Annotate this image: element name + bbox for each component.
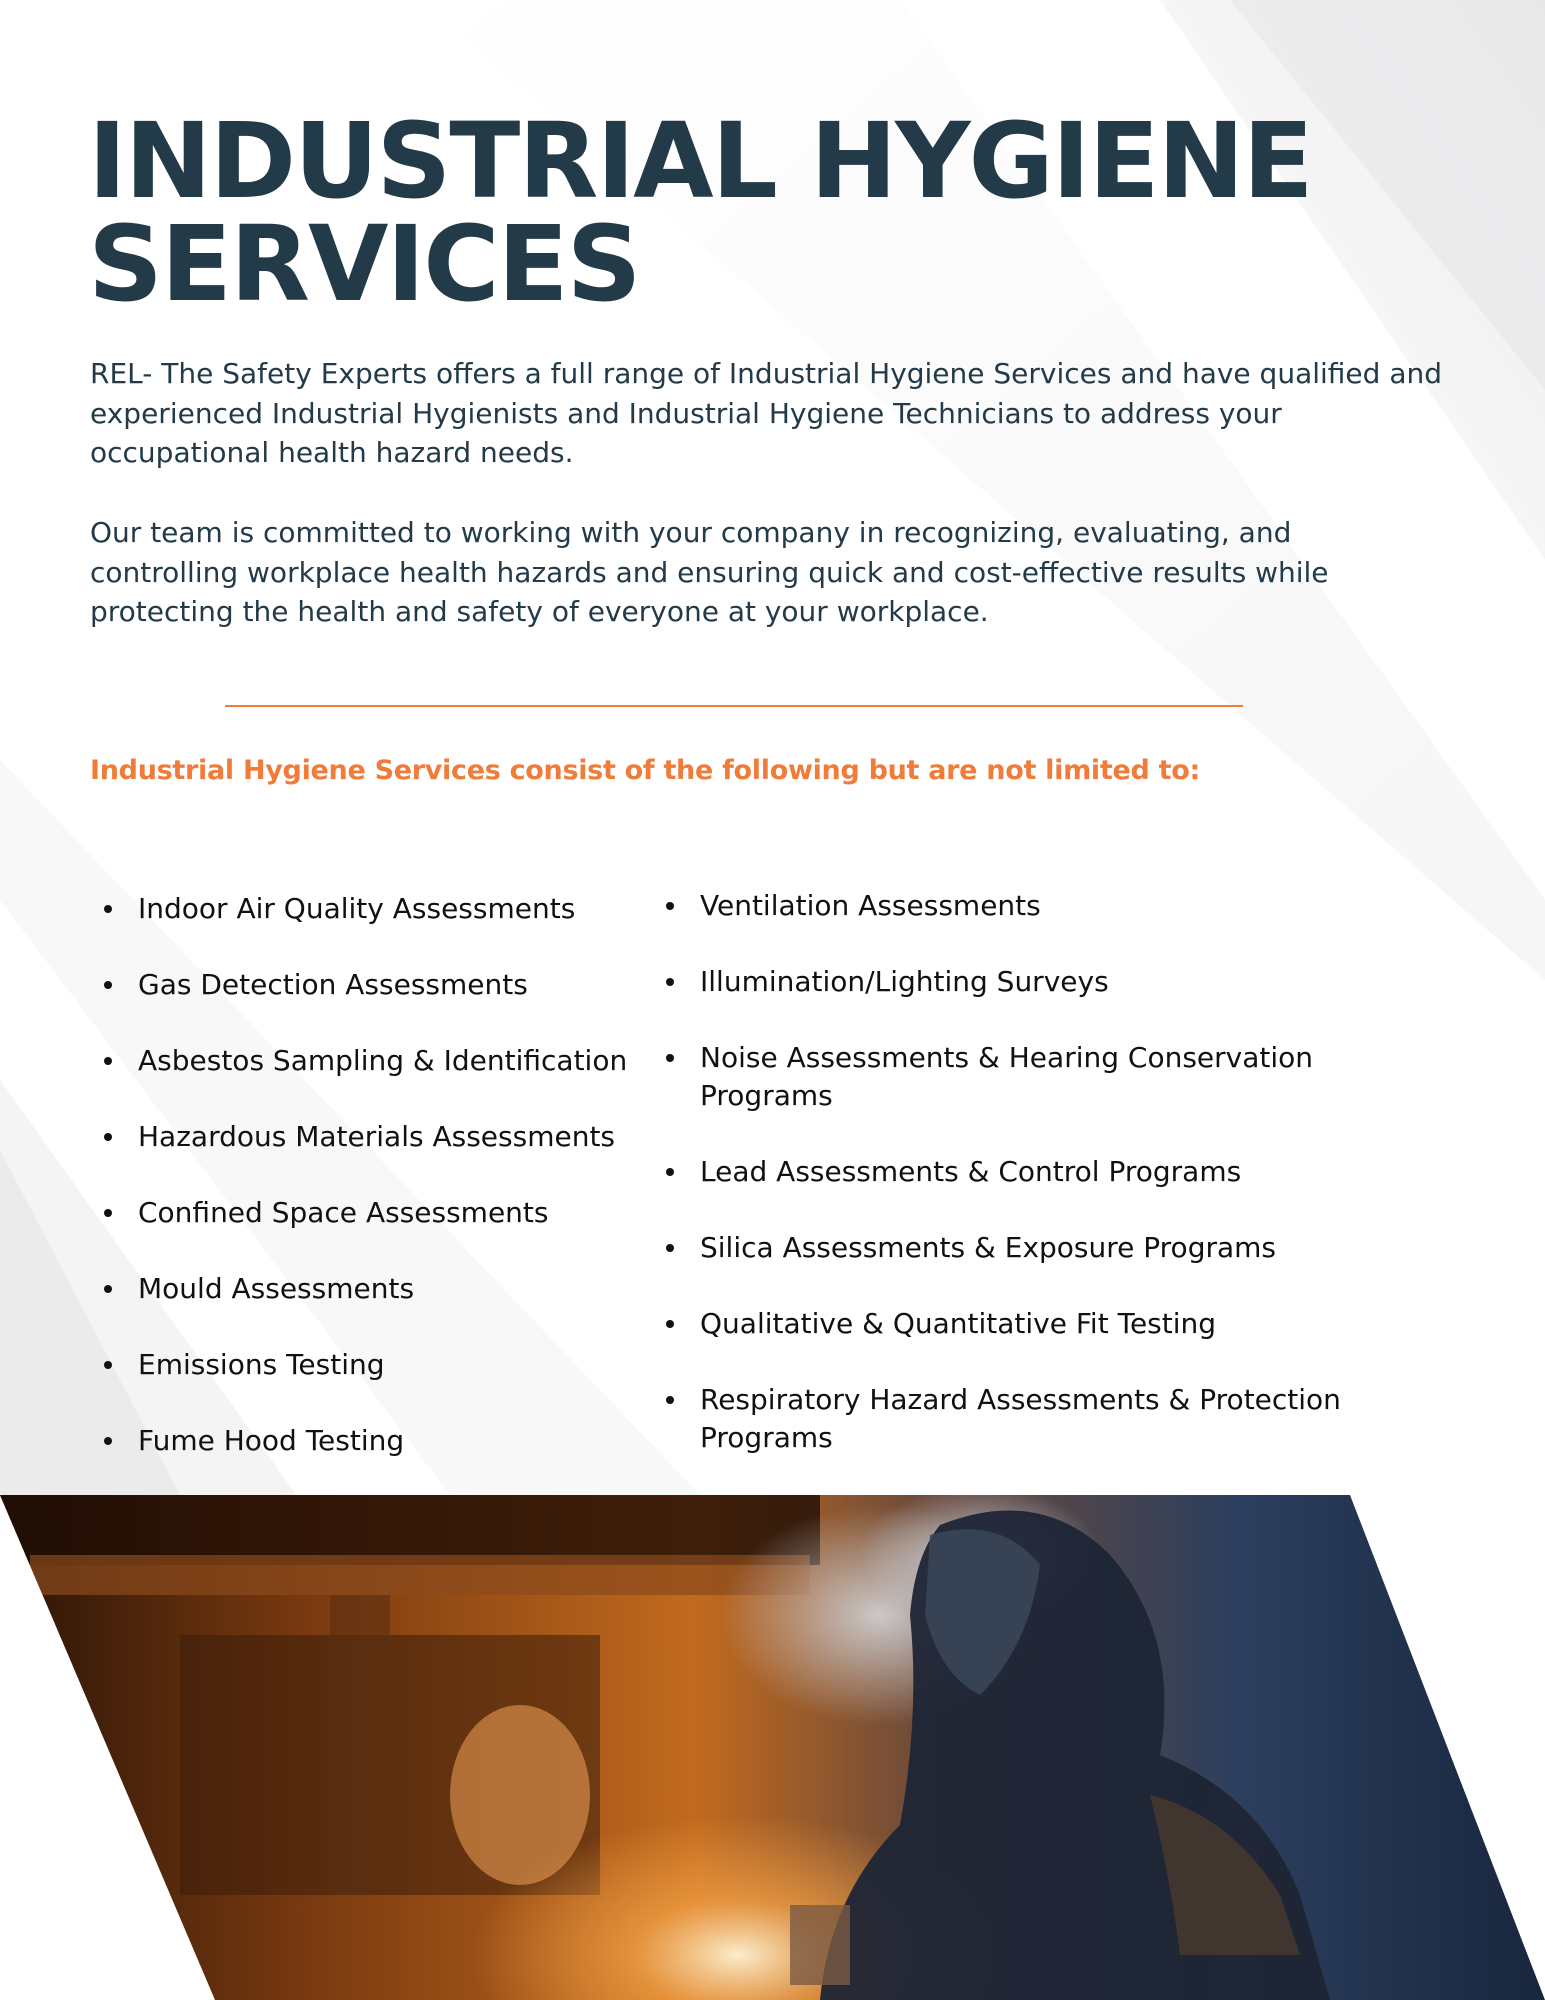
- list-item: [664, 1381, 1341, 1457]
- list-item-text: Gas Detection Assessments: [138, 968, 528, 1001]
- list-item-text: Emissions Testing: [138, 1348, 385, 1381]
- title-line-2: SERVICES: [88, 203, 640, 325]
- intro-paragraph: [90, 354, 1490, 473]
- list-item-text: Illumination/Lighting Surveys: [700, 965, 1109, 998]
- intro-line-2: experienced Industrial Hygienists and Industrial Hygiene Technicians to address your: [90, 396, 1282, 430]
- intro-line-3: occupational health hazard needs.: [90, 436, 574, 469]
- list-item-text: Hazardous Materials Assessments: [138, 1120, 616, 1153]
- commitment-paragraph: [90, 513, 1490, 632]
- section-divider: [225, 705, 1243, 707]
- list-item-text: Noise Assessments & Hearing Conservation: [700, 1041, 1314, 1074]
- list-item: [102, 1042, 627, 1080]
- list-item: [664, 1229, 1341, 1267]
- list-item: [102, 966, 627, 1004]
- list-item-text: Qualitative & Quantitative Fit Testing: [700, 1307, 1217, 1340]
- list-item: [102, 1118, 627, 1156]
- list-item: [664, 963, 1341, 1001]
- list-item-text-continued: Programs: [700, 1421, 833, 1454]
- services-heading: Industrial Hygiene Services consist of the following but are not limited to:: [90, 755, 1200, 786]
- welder-photo-icon: [0, 1495, 1545, 2000]
- list-item-text-continued: Programs: [700, 1079, 833, 1112]
- services-list-left: [102, 890, 627, 1498]
- list-item: [102, 1194, 627, 1232]
- list-item: [664, 887, 1341, 925]
- list-item-text: Asbestos Sampling & Identification: [138, 1044, 628, 1077]
- list-item-text: Confined Space Assessments: [138, 1196, 549, 1229]
- list-item-text: Mould Assessments: [138, 1272, 415, 1305]
- list-item-text: Ventilation Assessments: [700, 889, 1041, 922]
- list-item-text: Fume Hood Testing: [138, 1424, 405, 1457]
- services-list-right: [664, 887, 1341, 1495]
- commitment-line-2: controlling workplace health hazards and ensuring quick and cost-effective results while: [90, 555, 1329, 589]
- title-line-1: INDUSTRIAL HYGIENE: [88, 100, 1312, 222]
- list-item: [664, 1153, 1341, 1191]
- list-item-text: Indoor Air Quality Assessments: [138, 892, 576, 925]
- list-item: [664, 1039, 1341, 1115]
- page-title: [88, 100, 1312, 325]
- list-item: [102, 1422, 627, 1460]
- list-item: [664, 1305, 1341, 1343]
- list-item: [102, 1270, 627, 1308]
- list-item-text: Silica Assessments & Exposure Programs: [700, 1231, 1276, 1264]
- list-item-text: Lead Assessments & Control Programs: [700, 1155, 1242, 1188]
- intro-line-1: REL- The Safety Experts offers a full range of Industrial Hygiene Services and have qualified and: [90, 357, 1443, 390]
- commitment-line-3: protecting the health and safety of everyone at your workplace.: [90, 595, 989, 628]
- list-item: [102, 890, 627, 928]
- commitment-line-1: Our team is committed to working with your company in recognizing, evaluating, and: [90, 516, 1292, 549]
- list-item: [102, 1346, 627, 1384]
- list-item-text: Respiratory Hazard Assessments & Protection: [700, 1383, 1341, 1416]
